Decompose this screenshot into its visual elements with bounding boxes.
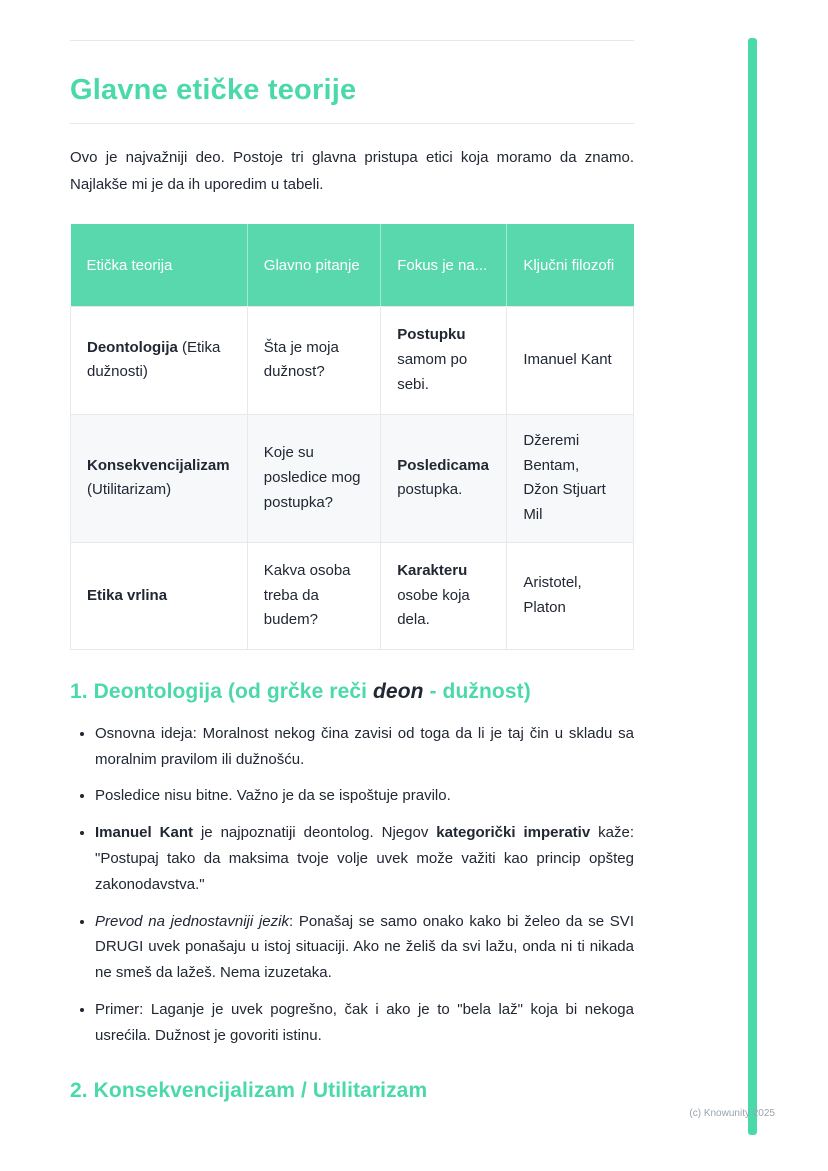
cell-philosophers: Džeremi Bentam, Džon Stjuart Mil [507, 414, 634, 542]
theory-name: Konsekvencijalizam [87, 456, 230, 474]
list-item: • Osnovna ideja: Moralnost nekog čina zavisi od toga da li je taj čin u skladu sa moralnim pravilom ili dužnošću. [95, 721, 634, 773]
focus-rest: osobe koja dela. [397, 586, 470, 629]
table-header-row [71, 224, 634, 306]
cell-question: Kakva osoba treba da budem? [247, 542, 380, 649]
page-title: Glavne etičke teorije [70, 74, 634, 124]
page-accent-strip [748, 38, 757, 1135]
table-body [71, 306, 634, 649]
intro-paragraph: Ovo je najvažniji deo. Postoje tri glavna pristupa etici koja moramo da znamo. Najlakše mi je da ih uporedim u tabeli. [70, 149, 634, 193]
table-row-konsekvencijalizam [71, 414, 634, 542]
cell-focus [381, 306, 507, 414]
top-divider [70, 40, 634, 41]
cell-question: Šta je moja dužnost? [247, 306, 380, 414]
table-row-deontologija [71, 306, 634, 414]
table-row-etika-vrlina [71, 542, 634, 649]
focus-keyword: Posledicama [397, 456, 489, 474]
header-cell-philosophers: Ključni filozofi [507, 224, 634, 306]
section-2-heading: 2. Konsekvencijalizam / Utilitarizam [70, 1078, 428, 1102]
section-1-heading-term: deon [373, 679, 424, 703]
cell-focus [381, 414, 507, 542]
theory-name: Etika vrlina [87, 586, 168, 604]
document-content [70, 0, 634, 1103]
plain-text: kaže: "Postupaj tako da maksima tvoje volje uvek može važiti kao princip opšteg zakonodavstva." [95, 824, 634, 893]
emphasized-text: Imanuel Kant [95, 824, 193, 842]
theory-qualifier: (Etika dužnosti) [87, 338, 221, 381]
list-item: • Primer: Laganje je uvek pogrešno, čak i ako je to "bela laž" koja bi nekoga usrećila. Dužnost je govoriti istinu. [95, 997, 634, 1049]
focus-rest: postupka. [397, 481, 463, 499]
cell-philosophers: Aristotel, Platon [507, 542, 634, 649]
footer-credit: (c) Knowunity 2025 [689, 1108, 775, 1119]
emphasized-text: kategorički imperativ [436, 824, 591, 842]
cell-theory [71, 542, 248, 649]
plain-text: je najpoznatiji deontolog. Njegov [192, 824, 437, 842]
list-item [95, 909, 634, 986]
section-1-heading [70, 680, 634, 704]
italic-text: Prevod na jednostavniji jezik [95, 912, 289, 930]
cell-philosophers: Imanuel Kant [507, 306, 634, 414]
header-cell-question: Glavno pitanje [247, 224, 380, 306]
section-1-heading-pre: 1. Deontologija (od grčke reči [70, 679, 373, 703]
list-item [95, 820, 634, 897]
focus-keyword: Karakteru [397, 561, 468, 579]
section-1-heading-post: - dužnost) [423, 679, 531, 703]
theory-qualifier: (Utilitarizam) [87, 481, 172, 499]
cell-focus [381, 542, 507, 649]
table-header [71, 224, 634, 306]
cell-theory [71, 306, 248, 414]
header-cell-focus: Fokus je na... [381, 224, 507, 306]
header-cell-theory: Etička teorija [71, 224, 248, 306]
plain-text: : Ponašaj se samo onako kako bi želeo da se SVI DRUGI uvek ponašaju u istoj situaciji. Ako ne želiš da svi lažu, onda ni ti nikada ne smeš da lažeš. Nema izuzetaka. [95, 912, 634, 982]
ethics-comparison-table [70, 224, 634, 650]
cell-question: Koje su posledice mog postupka? [247, 414, 380, 542]
theory-name: Deontologija [87, 338, 178, 356]
focus-keyword: Postupku [397, 326, 466, 344]
section-1-bullet-list [70, 721, 634, 1049]
list-item: • Posledice nisu bitne. Važno je da se ispoštuje pravilo. [95, 783, 634, 809]
cell-theory [71, 414, 248, 542]
focus-rest: samom po sebi. [397, 351, 468, 393]
